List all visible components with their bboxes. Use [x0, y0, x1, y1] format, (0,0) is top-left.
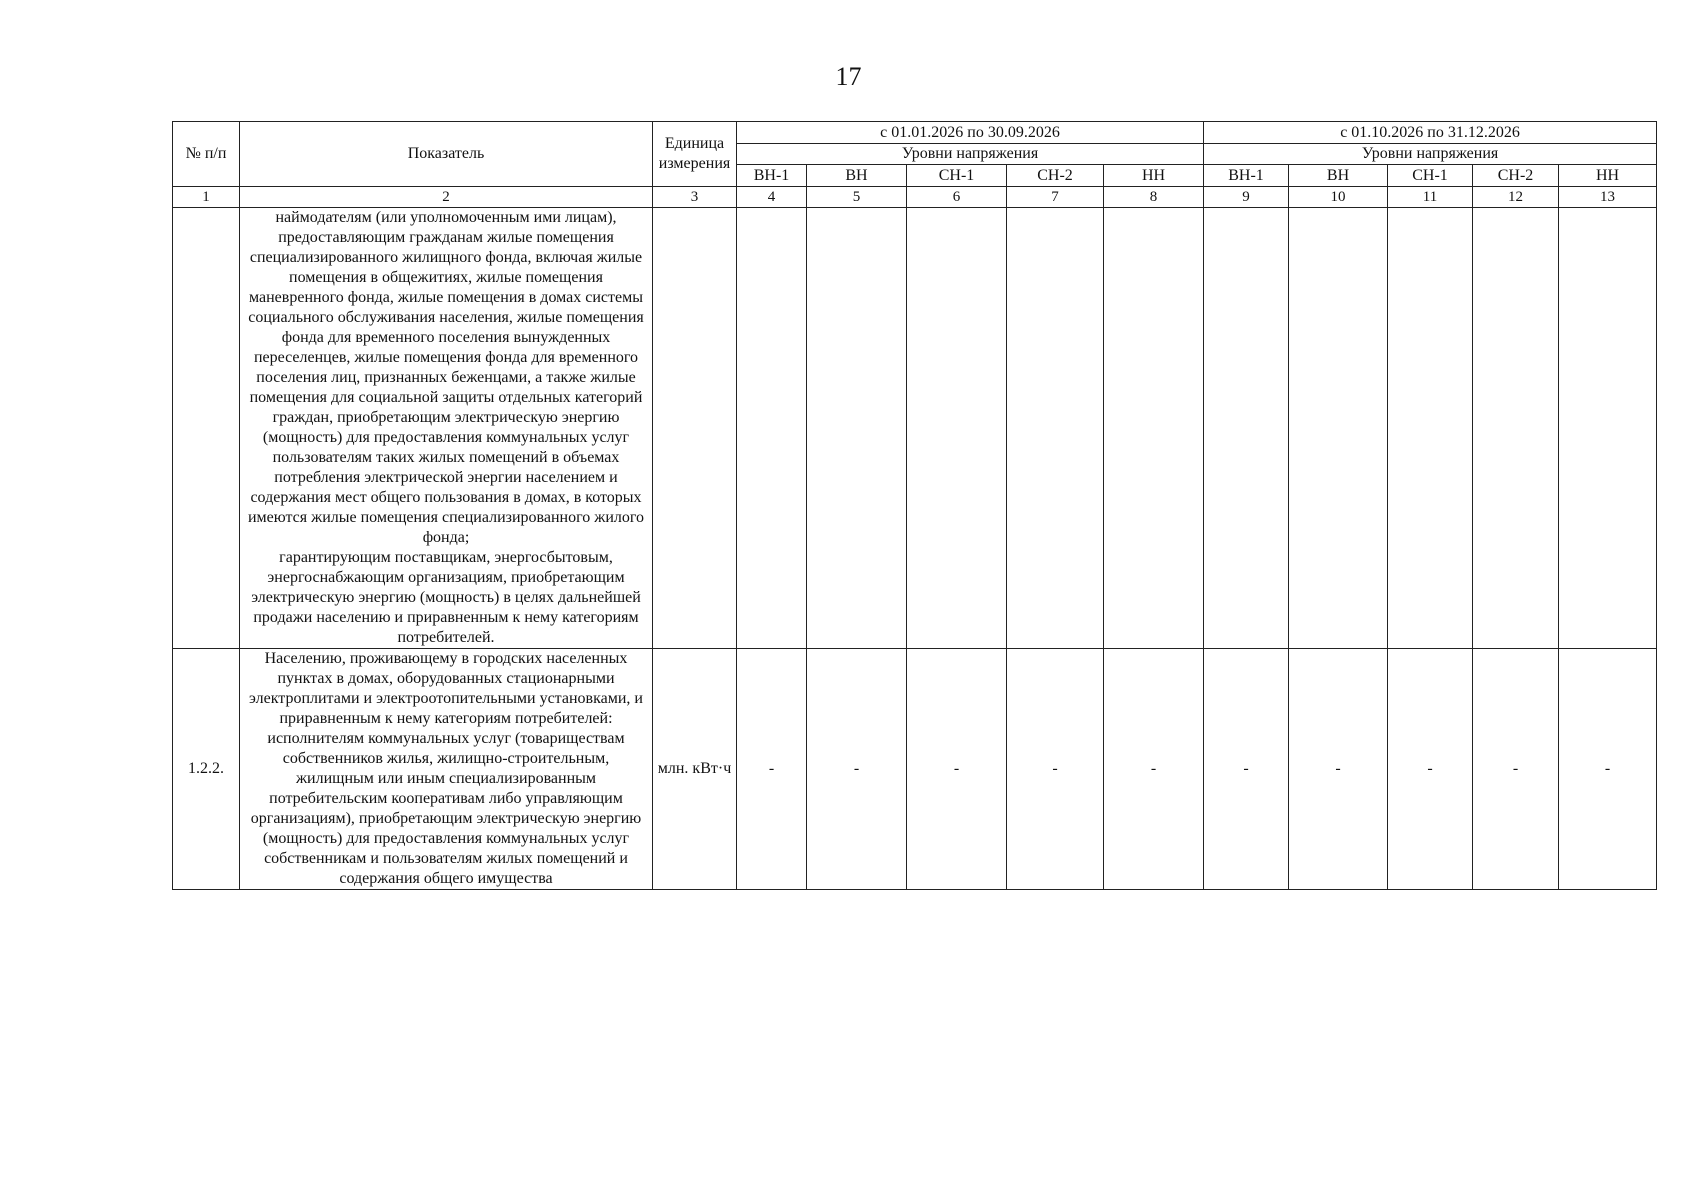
column-number: 13 [1559, 187, 1657, 208]
level-code: НН [1104, 165, 1204, 187]
value-cell [737, 208, 807, 649]
page-number: 17 [835, 62, 862, 91]
header-levels-1: Уровни напряжения [737, 144, 1204, 165]
value-cell [807, 208, 907, 649]
header-period-2: с 01.10.2026 по 31.12.2026 [1204, 122, 1657, 144]
column-number: 1 [173, 187, 240, 208]
indicator-paragraph: Населению, проживающему в городских населенных пунктах в домах, оборудованных стационарными электроплитами и электроотопительными установками, и приравненным к нему категориям потребителей: [249, 650, 643, 727]
value-cell [1104, 208, 1204, 649]
level-code: ВН-1 [1204, 165, 1289, 187]
indicator-text [240, 208, 653, 649]
column-number: 5 [807, 187, 907, 208]
column-number: 3 [653, 187, 737, 208]
indicator-paragraph: исполнителям коммунальных услуг (товариществам собственников жилья, жилищно-строительным, жилищным или иным специализированным потребительским кооперативам либо управляющим организациям), приобретающим электрическую энергию (мощность) для предоставления коммунальных услуг собственникам и пользователям жилых помещений и содержания общего имущества [250, 730, 642, 887]
value-cell: - [1559, 649, 1657, 890]
value-cell: - [737, 649, 807, 890]
level-code: ВН-1 [737, 165, 807, 187]
data-table [172, 121, 1657, 890]
value-cell [1289, 208, 1388, 649]
value-cell: - [1104, 649, 1204, 890]
row-number [173, 208, 240, 649]
indicator-text [240, 649, 653, 890]
level-code: СН-1 [1388, 165, 1473, 187]
header-levels-2: Уровни напряжения [1204, 144, 1657, 165]
column-number: 10 [1289, 187, 1388, 208]
column-number: 11 [1388, 187, 1473, 208]
table-row [173, 208, 1657, 649]
unit-cell [653, 208, 737, 649]
value-cell [1007, 208, 1104, 649]
column-number: 4 [737, 187, 807, 208]
value-cell [1204, 208, 1289, 649]
value-cell [1559, 208, 1657, 649]
value-cell: - [1473, 649, 1559, 890]
column-number: 7 [1007, 187, 1104, 208]
header-indicator: Показатель [240, 122, 653, 187]
header-number: № п/п [173, 122, 240, 187]
table-row [173, 649, 1657, 890]
indicator-paragraph: гарантирующим поставщикам, энергосбытовым, энергоснабжающим организациям, приобретающим электрическую энергию (мощность) в целях дальнейшей продажи населению и приравненным к нему категориям потребителей. [251, 549, 641, 646]
value-cell: - [1388, 649, 1473, 890]
column-number: 2 [240, 187, 653, 208]
value-cell: - [907, 649, 1007, 890]
level-code: НН [1559, 165, 1657, 187]
column-number: 12 [1473, 187, 1559, 208]
header-unit: Единица измерения [653, 122, 737, 187]
value-cell [1388, 208, 1473, 649]
row-number: 1.2.2. [173, 649, 240, 890]
level-code: СН-2 [1473, 165, 1559, 187]
value-cell: - [807, 649, 907, 890]
indicator-paragraph: наймодателям (или уполномоченным ими лицам), предоставляющим гражданам жилые помещения специализированного жилищного фонда, включая жилые помещения в общежитиях, жилые помещения маневренного фонда, жилые помещения в домах системы социального обслуживания населения, жилые помещения фонда для временного поселения вынужденных переселенцев, жилые помещения фонда для временного поселения лиц, признанных беженцами, а также жилые помещения для социальной защиты отдельных категорий граждан, приобретающим электрическую энергию (мощность) для предоставления коммунальных услуг пользователям таких жилых помещений в объемах потребления электрической энергии населением и содержания мест общего пользования в домах, в которых имеются жилые помещения специализированного жилого фонда; [247, 209, 645, 546]
level-code: ВН [1289, 165, 1388, 187]
value-cell [907, 208, 1007, 649]
level-code: ВН [807, 165, 907, 187]
value-cell: - [1204, 649, 1289, 890]
header-period-1: с 01.01.2026 по 30.09.2026 [737, 122, 1204, 144]
value-cell: - [1289, 649, 1388, 890]
level-code: СН-2 [1007, 165, 1104, 187]
value-cell: - [1007, 649, 1104, 890]
column-number: 9 [1204, 187, 1289, 208]
column-number: 6 [907, 187, 1007, 208]
level-code: СН-1 [907, 165, 1007, 187]
value-cell [1473, 208, 1559, 649]
column-number: 8 [1104, 187, 1204, 208]
unit-cell: млн. кВт·ч [653, 649, 737, 890]
